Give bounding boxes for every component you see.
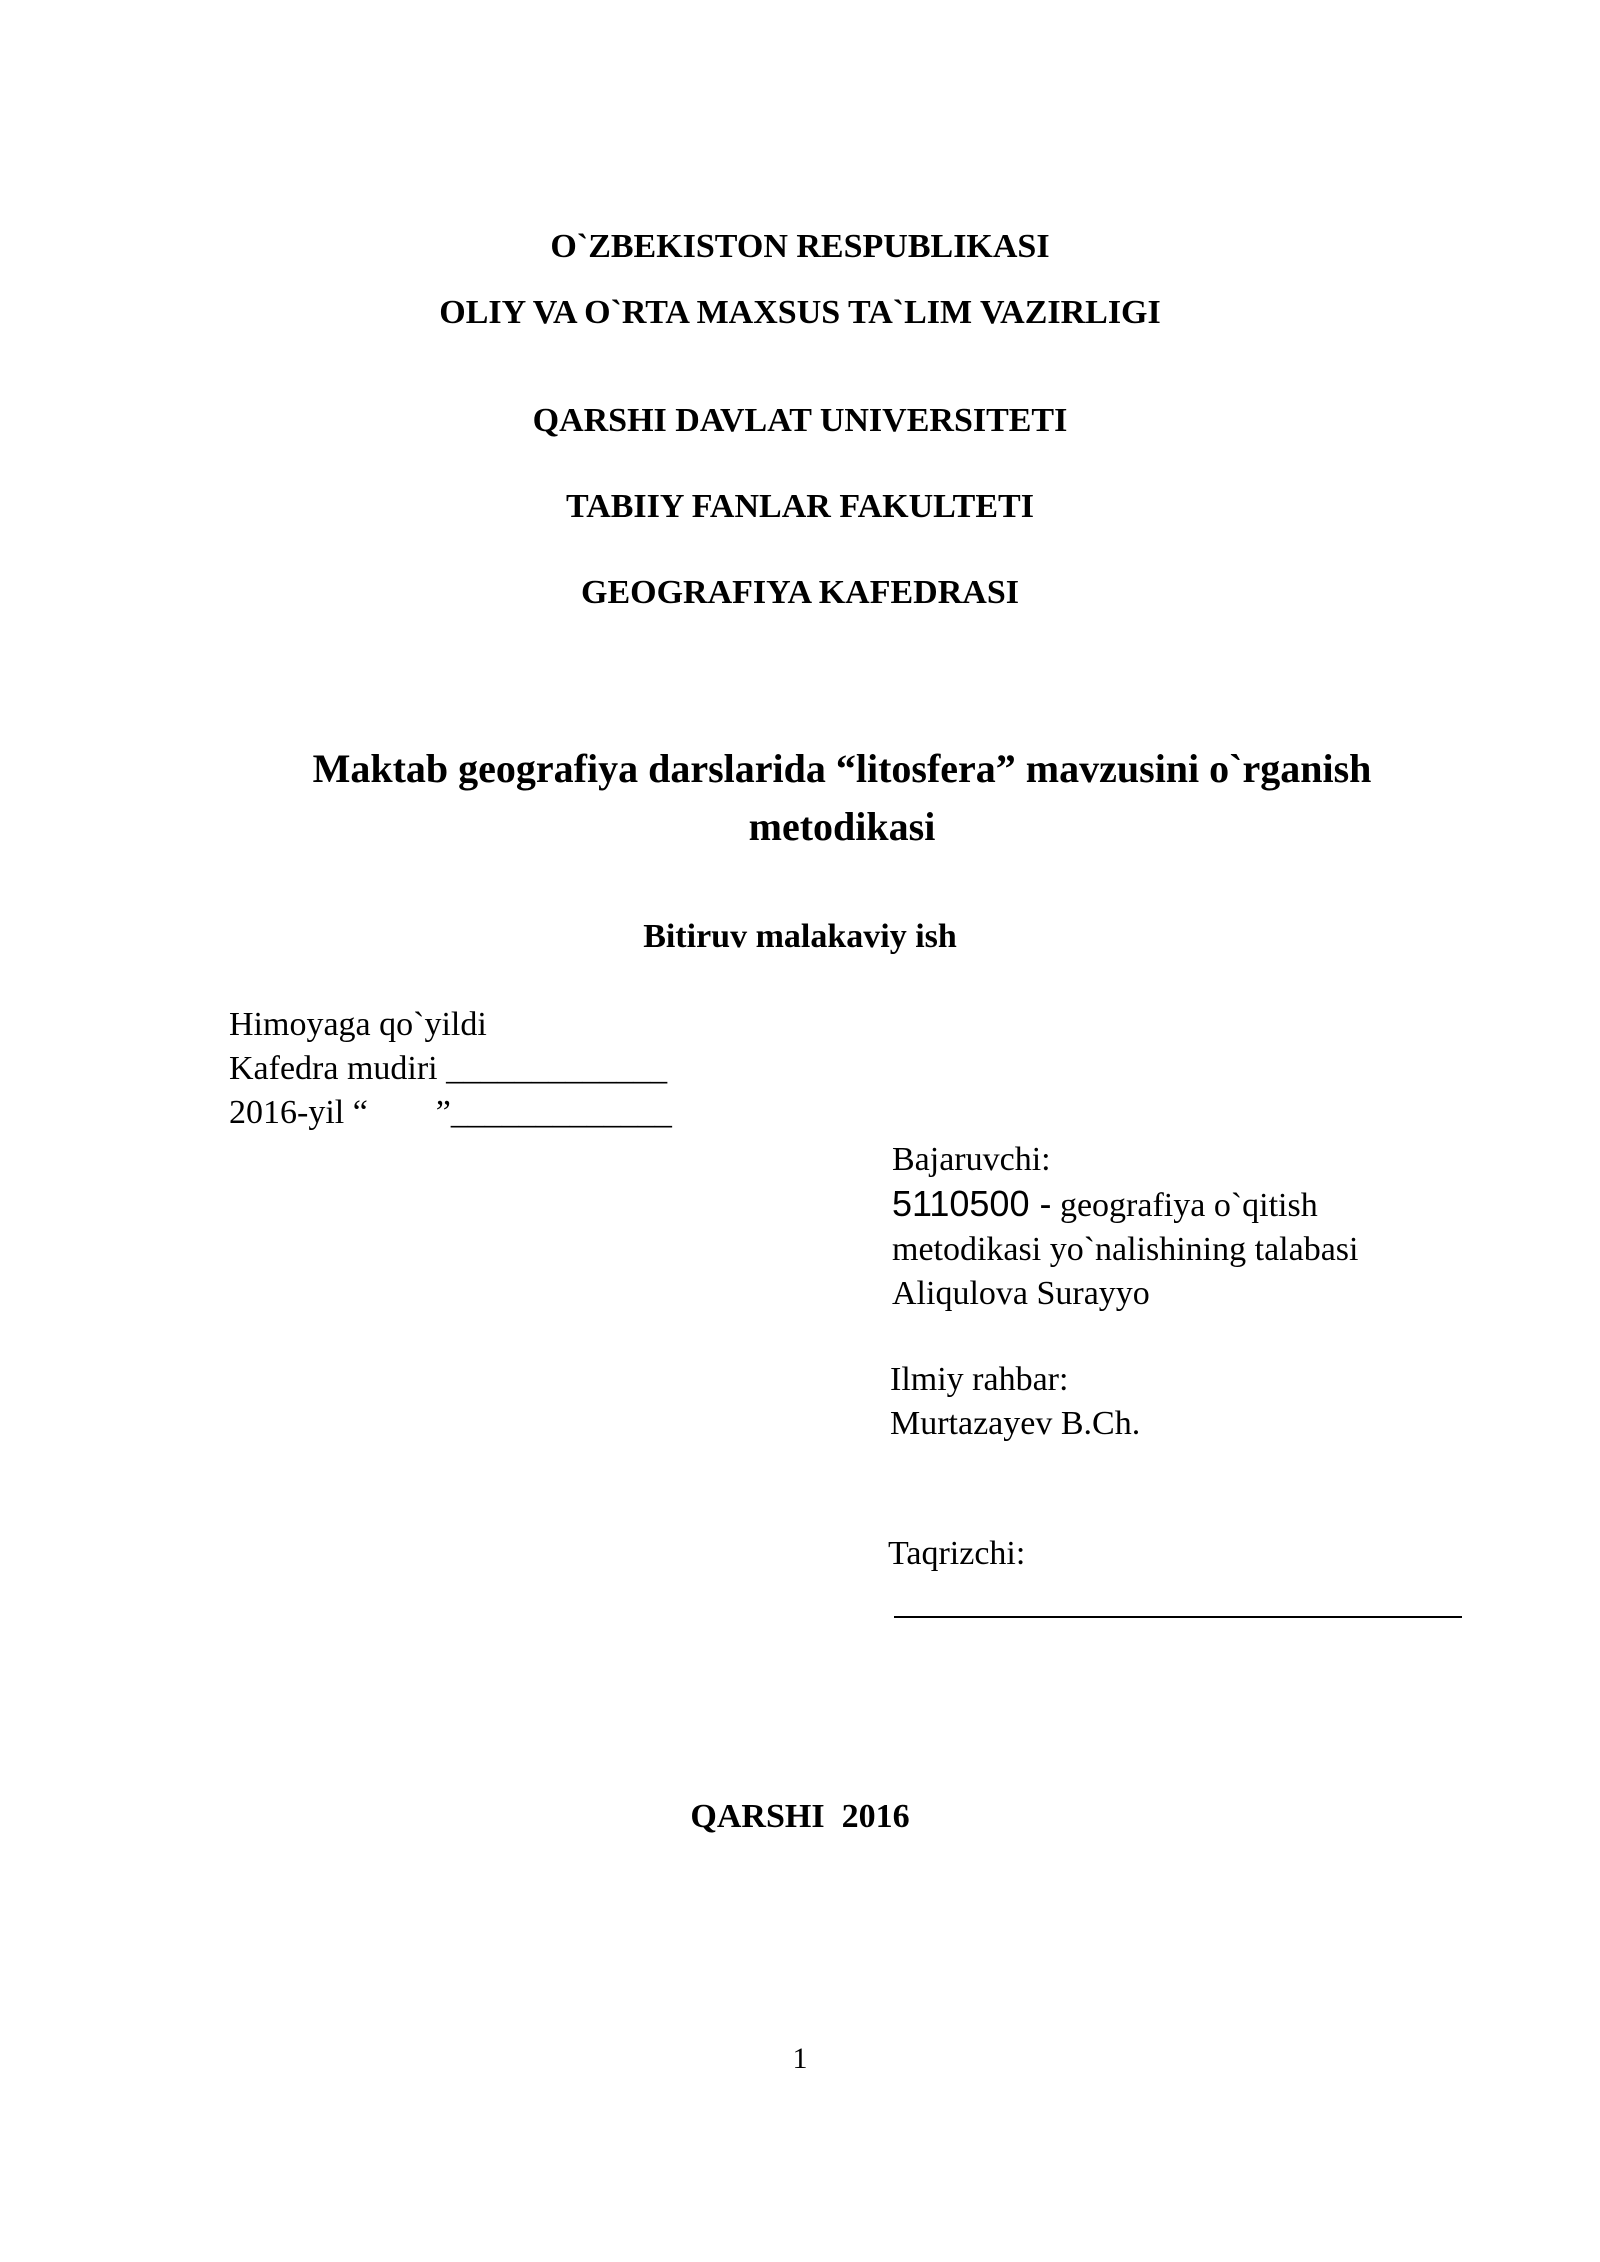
country-heading: O`ZBEKISTON RESPUBLIKASI xyxy=(550,228,1050,265)
executor-label: Bajaruvchi: xyxy=(892,1141,1051,1178)
supervisor-label: Ilmiy rahbar: xyxy=(890,1361,1069,1398)
ministry-heading: OLIY VA O`RTA MAXSUS TA`LIM VAZIRLIGI xyxy=(439,294,1161,331)
department-head-signature-line: Kafedra mudiri _____________ xyxy=(229,1050,668,1087)
university-heading: QARSHI DAVLAT UNIVERSITETI xyxy=(532,402,1068,439)
thesis-title-line-1: Maktab geografiya darslarida “litosfera” mavzusini o`rganish xyxy=(312,746,1372,791)
thesis-title-line-2: metodikasi xyxy=(748,804,936,849)
supervisor-name: Murtazayev B.Ch. xyxy=(890,1405,1141,1442)
work-type: Bitiruv malakaviy ish xyxy=(643,918,957,955)
executor-specialty-line-1 xyxy=(892,1182,1318,1228)
department-heading: GEOGRAFIYA KAFEDRASI xyxy=(581,574,1019,611)
specialty-code: 5110500 - xyxy=(892,1183,1052,1224)
executor-specialty-line-2: metodikasi yo`nalishining talabasi xyxy=(892,1231,1359,1268)
reviewer-label: Taqrizchi: xyxy=(888,1535,1026,1572)
specialty-name-part: geografiya o`qitish xyxy=(1051,1187,1318,1224)
defense-date-line: 2016-yil “ ”_____________ xyxy=(229,1094,672,1131)
executor-name: Aliqulova Surayyo xyxy=(892,1275,1150,1312)
defense-approved-label: Himoyaga qo`yildi xyxy=(229,1006,487,1043)
city-year: QARSHI 2016 xyxy=(690,1798,910,1835)
faculty-heading: TABIIY FANLAR FAKULTETI xyxy=(566,488,1034,525)
page-number: 1 xyxy=(792,2042,808,2075)
reviewer-signature-line xyxy=(894,1616,1462,1618)
